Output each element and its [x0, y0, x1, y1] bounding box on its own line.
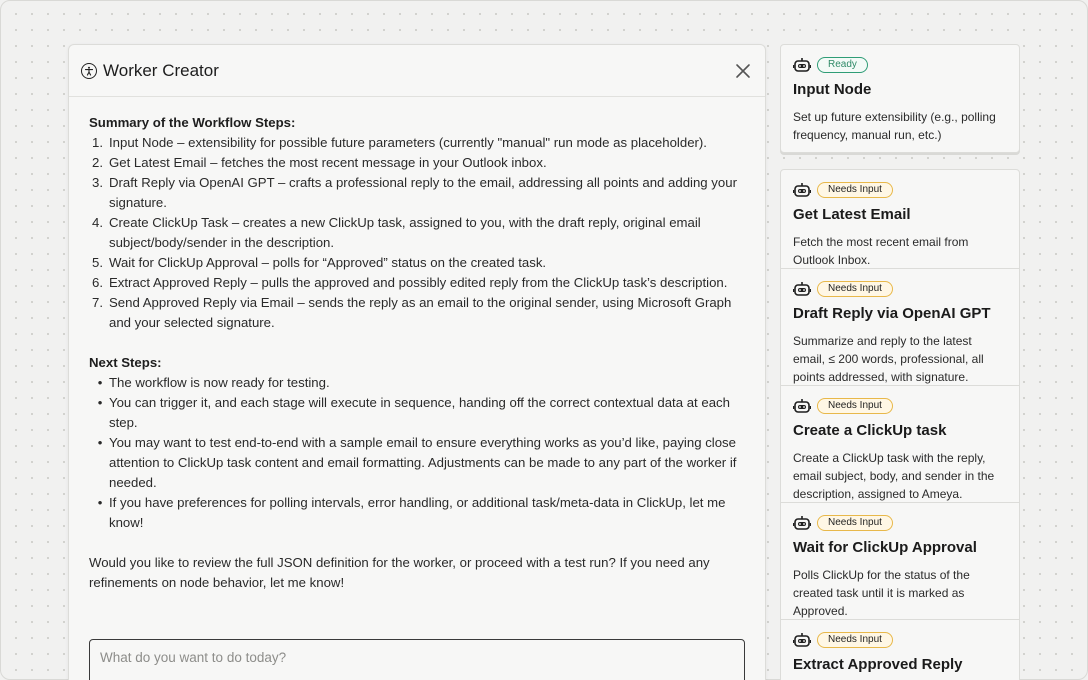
node-description: Create a ClickUp task with the reply, email subject, body, and sender in the description, assigned to Ameya. [793, 451, 995, 501]
node-card-draft-reply[interactable] [781, 269, 1019, 386]
close-button[interactable] [733, 61, 753, 81]
robot-icon [793, 182, 811, 198]
robot-icon [793, 57, 811, 73]
list-item: 7. Send Approved Reply via Email – sends the reply as an email to the original sender, using Microsoft Graph and your selected signature. [92, 295, 732, 330]
summary-heading: Summary of the Workflow Steps: [89, 115, 296, 130]
list-item: • The workflow is now ready for testing. [97, 375, 330, 390]
node-title: Extract Approved Reply [793, 656, 963, 673]
list-item: • You can trigger it, and each stage will execute in sequence, handing off the correct contextual data at each step. [97, 395, 730, 430]
node-title: Draft Reply via OpenAI GPT [793, 305, 991, 322]
list-item: 6. Extract Approved Reply – pulls the approved and possibly edited reply from the ClickUp task’s description. [92, 275, 728, 290]
node-card-input-node[interactable] [780, 44, 1020, 153]
node-card-create-clickup-task[interactable] [781, 386, 1019, 503]
list-item: 2. Get Latest Email – fetches the most recent message in your Outlook inbox. [92, 155, 547, 170]
panel-header [69, 45, 765, 97]
node-stack [780, 169, 1020, 680]
accessibility-icon [81, 63, 97, 79]
status-badge: Needs Input [817, 182, 893, 198]
robot-icon [793, 398, 811, 414]
node-card-wait-for-approval[interactable] [781, 503, 1019, 620]
list-item: 3. Draft Reply via OpenAI GPT – crafts a professional reply to the email, addressing all points and adding your signature. [92, 175, 737, 210]
status-badge: Ready [817, 57, 868, 73]
robot-icon [793, 515, 811, 531]
status-badge: Needs Input [817, 515, 893, 531]
list-item: 4. Create ClickUp Task – creates a new ClickUp task, assigned to you, with the draft reply, original email subject/body/sender in the description. [92, 215, 701, 250]
next-steps-list [89, 373, 745, 533]
node-title: Wait for ClickUp Approval [793, 539, 977, 556]
list-item: 5. Wait for ClickUp Approval – polls for “Approved” status on the created task. [92, 255, 547, 270]
node-card-get-latest-email[interactable] [781, 170, 1019, 269]
status-badge: Needs Input [817, 398, 893, 414]
status-badge: Needs Input [817, 632, 893, 648]
chat-input[interactable] [89, 639, 745, 680]
node-title: Input Node [793, 81, 872, 98]
list-item: • If you have preferences for polling intervals, error handling, or additional task/meta-data in ClickUp, let me know! [97, 495, 726, 530]
panel-title: Worker Creator [103, 60, 219, 80]
list-item: 1. Input Node – extensibility for possible future parameters (currently "manual" run mode as placeholder). [92, 135, 707, 150]
node-description: Summarize and reply to the latest email, ≤ 200 words, professional, all points addressed, with signature. [793, 334, 984, 384]
workflow-steps-list [89, 133, 745, 333]
node-card-extract-approved-reply[interactable] [781, 620, 1019, 680]
status-badge: Needs Input [817, 281, 893, 297]
assistant-message [69, 97, 765, 593]
next-steps-heading: Next Steps: [89, 355, 162, 370]
close-icon [735, 63, 751, 79]
node-title: Get Latest Email [793, 206, 911, 223]
worker-creator-panel [68, 44, 766, 680]
input-placeholder: What do you want to do today? [100, 650, 287, 665]
robot-icon [793, 281, 811, 297]
list-item: • You may want to test end-to-end with a sample email to ensure everything works as you’d like, paying close attention to ClickUp task content and email formatting. Adjustments can be made to any part of the worker if needed. [97, 435, 737, 490]
node-description: Set up future extensibility (e.g., polling frequency, manual run, etc.) [793, 110, 996, 142]
node-description: Fetch the most recent email from Outlook Inbox. [793, 235, 969, 267]
node-title: Create a ClickUp task [793, 422, 947, 439]
closing-question: Would you like to review the full JSON definition for the worker, or proceed with a test run? If you need any refinements on node behavior, let me know! [89, 555, 710, 590]
node-description: Polls ClickUp for the status of the created task until it is marked as Approved. [793, 568, 970, 618]
robot-icon [793, 632, 811, 648]
